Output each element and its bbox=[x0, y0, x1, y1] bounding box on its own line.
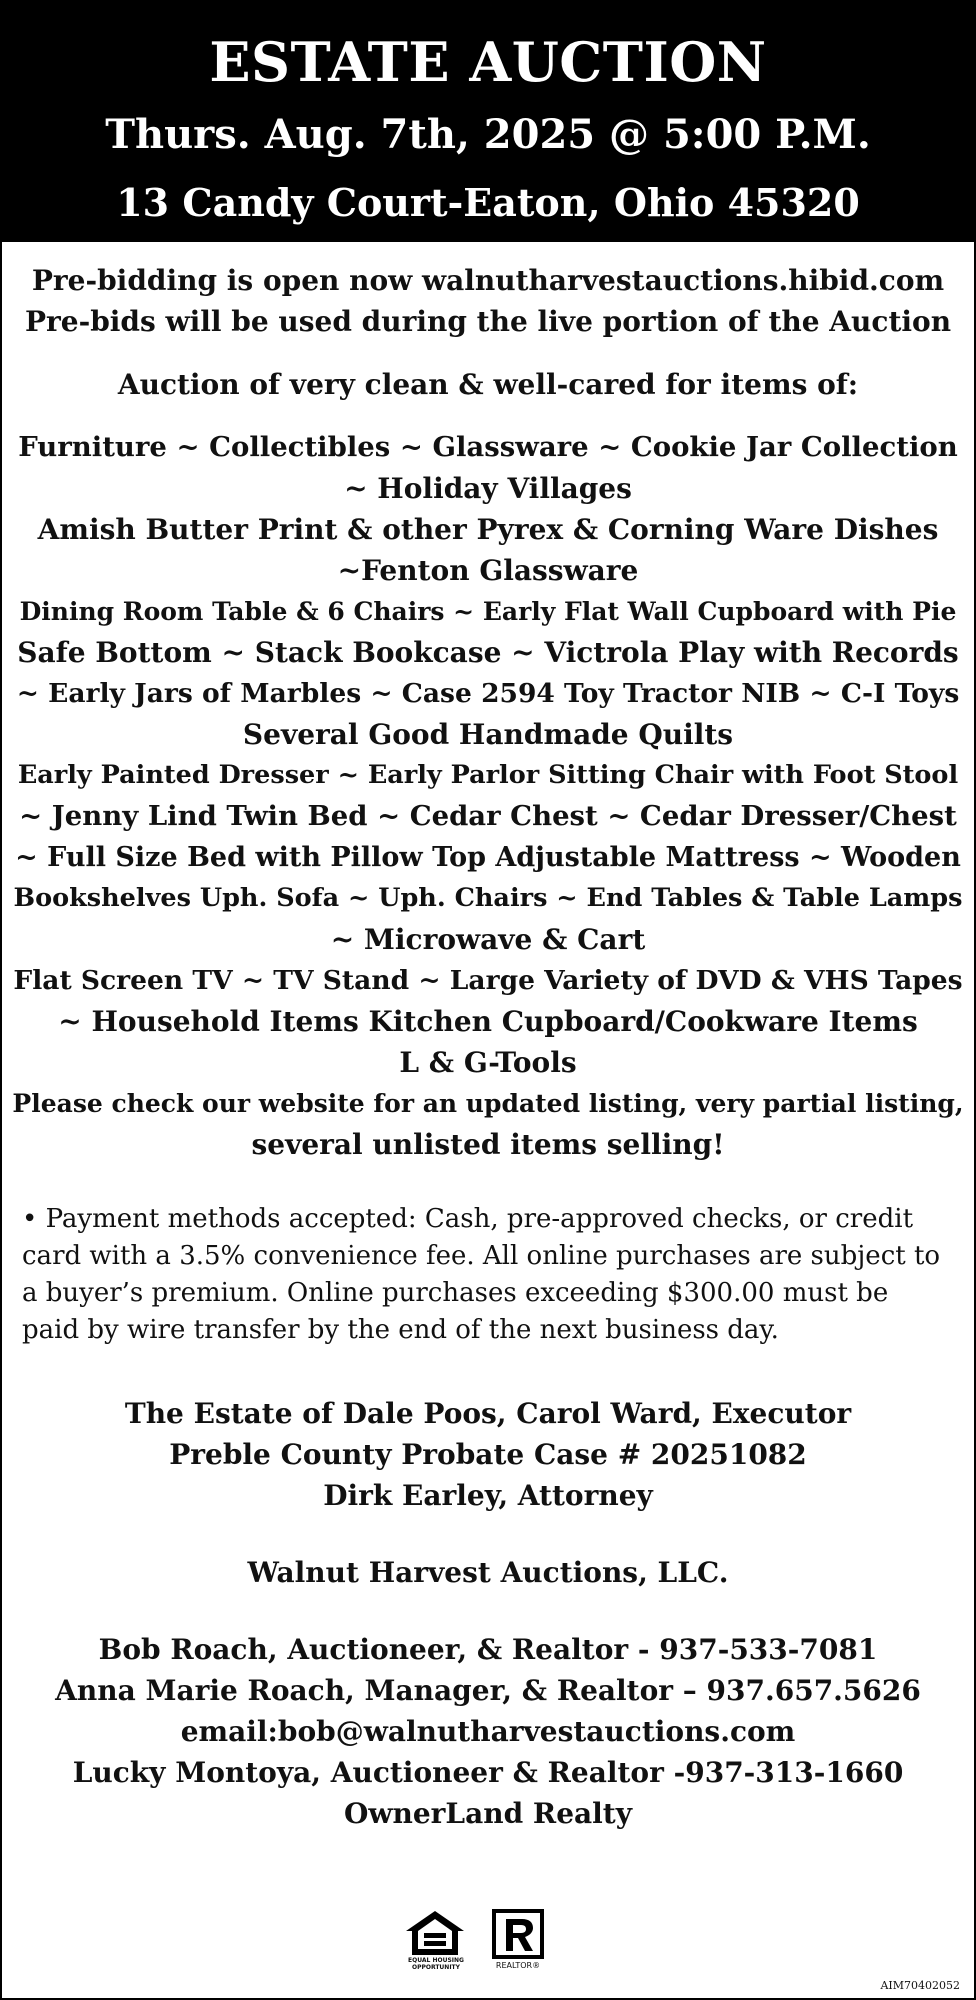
items-line: ~ Full Size Bed with Pillow Top Adjustable Mattress ~ Wooden bbox=[15, 842, 961, 873]
eho-caption-line-2: OPPORTUNITY bbox=[411, 1964, 460, 1971]
items-line: Early Painted Dresser ~ Early Parlor Sitting Chair with Foot Stool bbox=[17, 760, 959, 790]
items-line: Furniture ~ Collectibles ~ Glassware ~ Cookie Jar Collection bbox=[18, 431, 958, 463]
items-line: ~ Holiday Villages bbox=[344, 472, 632, 505]
contact-line: Bob Roach, Auctioneer, & Realtor - 937-533-7081 bbox=[98, 1633, 878, 1666]
ad-body bbox=[2, 242, 974, 1834]
prebid-line-1: Pre-bidding is open now walnutharvestauctions.hibid.com bbox=[31, 264, 945, 297]
items-line: ~ Microwave & Cart bbox=[330, 923, 646, 956]
attorney: Dirk Earley, Attorney bbox=[323, 1479, 653, 1512]
realtor-caption: REALTOR® bbox=[495, 1961, 541, 1970]
items-line: ~ Early Jars of Marbles ~ Case 2594 Toy Tractor NIB ~ C-I Toys bbox=[16, 678, 960, 709]
items-line: Bookshelves Uph. Sofa ~ Uph. Chairs ~ End Tables & Table Lamps bbox=[13, 883, 963, 913]
eho-caption-line-1: EQUAL HOUSING bbox=[408, 1957, 464, 1964]
items-line: ~ Jenny Lind Twin Bed ~ Cedar Chest ~ Cedar Dresser/Chest bbox=[19, 800, 957, 832]
contact-line: Anna Marie Roach, Manager, & Realtor – 937.657.5626 bbox=[55, 1674, 921, 1707]
contact-line: Lucky Montoya, Auctioneer & Realtor -937-313-1660 bbox=[72, 1756, 904, 1789]
ad-title: ESTATE AUCTION bbox=[209, 30, 767, 94]
auction-address: 13 Candy Court-Eaton, Ohio 45320 bbox=[116, 180, 860, 225]
company-name: Walnut Harvest Auctions, LLC. bbox=[247, 1556, 729, 1589]
website-note-line: several unlisted items selling! bbox=[251, 1128, 725, 1161]
items-intro: Auction of very clean & well-cared for items of: bbox=[117, 368, 859, 401]
realty-name: OwnerLand Realty bbox=[344, 1797, 632, 1830]
items-line: L & G-Tools bbox=[399, 1046, 577, 1079]
realtor-r-icon bbox=[492, 1909, 544, 1959]
contact-email: email:bob@walnutharvestauctions.com bbox=[180, 1715, 796, 1748]
items-line: Amish Butter Print & other Pyrex & Corning Ware Dishes bbox=[37, 513, 939, 546]
ad-header bbox=[2, 2, 974, 242]
items-line: Several Good Handmade Quilts bbox=[242, 718, 734, 751]
website-note-line: Please check our website for an updated listing, very partial listing, bbox=[12, 1089, 964, 1118]
items-line: ~ Household Items Kitchen Cupboard/Cookware Items bbox=[58, 1005, 918, 1038]
ad-code: AIM70402052 bbox=[880, 1979, 960, 1992]
eho-caption bbox=[398, 1957, 474, 1971]
estate-line: The Estate of Dale Poos, Carol Ward, Executor bbox=[124, 1397, 852, 1430]
prebid-line-2: Pre-bids will be used during the live portion of the Auction bbox=[24, 305, 952, 338]
items-line: Flat Screen TV ~ TV Stand ~ Large Variety of DVD & VHS Tapes bbox=[13, 965, 963, 996]
items-line: ~Fenton Glassware bbox=[337, 554, 639, 587]
auction-date: Thurs. Aug. 7th, 2025 @ 5:00 P.M. bbox=[105, 111, 871, 158]
items-line: Safe Bottom ~ Stack Bookcase ~ Victrola Play with Records bbox=[17, 636, 959, 669]
payment-terms: • Payment methods accepted: Cash, pre-approved checks, or credit card with a 3.5% convenience fee. All online purchases are subject to a buyer’s premium. Online purchases exceeding $300.00 must be paid by wire transfer by the end of the next business day. bbox=[22, 1204, 941, 1345]
items-line: Dining Room Table & 6 Chairs ~ Early Flat Wall Cupboard with Pie bbox=[19, 597, 957, 626]
logos-row bbox=[2, 1907, 974, 1977]
probate-case: Preble County Probate Case # 20251082 bbox=[169, 1438, 807, 1471]
items-list bbox=[12, 427, 964, 1165]
